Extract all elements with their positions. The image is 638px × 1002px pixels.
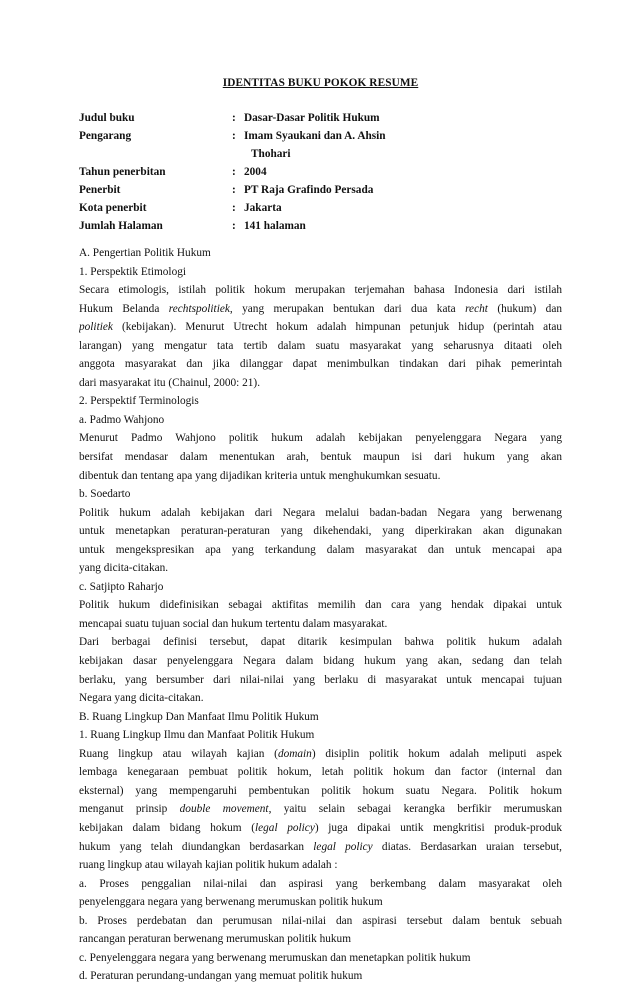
body-italic-term: domain <box>277 747 312 760</box>
identity-colon: : <box>232 184 236 196</box>
body-line <box>79 633 562 652</box>
body-line <box>79 541 562 560</box>
identity-value: 2004 <box>244 166 267 178</box>
identity-value-line2: Thohari <box>251 148 291 160</box>
body-text-run: penyelenggara negara yang berwenang merumuskan politik hukum <box>79 896 383 909</box>
identity-value: PT Raja Grafindo Persada <box>244 184 374 196</box>
body-line <box>79 652 562 671</box>
body-text-run: bersifat mendasar dalam menentukan arah, bentuk maupun isi dari hukum yang akan <box>79 451 562 464</box>
body-text-run: (kebijakan). Menurut Utrecht hokum adalah himpunan petunjuk hidup (perintah atau <box>112 321 562 334</box>
identity-colon: : <box>232 130 236 142</box>
body-line <box>79 281 562 300</box>
body-text-run: rancangan peraturan berwenang merumuskan politik hukum <box>79 933 351 946</box>
body-line <box>79 504 562 523</box>
identity-label: Penerbit <box>79 184 121 196</box>
body-line <box>79 559 562 578</box>
body-italic-term: politiek <box>79 321 113 334</box>
body-text-run: untuk mengekspresikan apa yang terkandung dalam masyarakat dan untuk mencapai apa <box>79 543 562 556</box>
body-line <box>79 337 562 356</box>
body-line <box>79 893 562 912</box>
body-line <box>79 689 562 708</box>
body-text-run: kebijakan dalam bidang hokum ( <box>79 821 255 834</box>
identity-colon: : <box>232 112 236 124</box>
body-line <box>79 708 562 727</box>
identity-value-line1: Imam Syaukani dan A. Ahsin <box>244 130 386 142</box>
identity-colon: : <box>232 166 236 178</box>
body-line <box>79 263 562 282</box>
body-line <box>79 930 562 949</box>
identity-row-pages <box>79 217 562 235</box>
body-line <box>79 949 562 968</box>
body-text-run: c. Satjipto Raharjo <box>79 580 164 593</box>
body-line <box>79 615 562 634</box>
identity-row-year <box>79 163 562 181</box>
body-line <box>79 522 562 541</box>
body-text-run: a. Padmo Wahjono <box>79 413 165 426</box>
body-italic-term: recht <box>465 302 488 315</box>
body-line <box>79 578 562 597</box>
body-text-run: ruang lingkup atau wilayah kajian politik hukum adalah : <box>79 859 338 872</box>
body-line <box>79 355 562 374</box>
body-text-run: anggota masyarakat dan jika dilanggar dapat menimbulkan tindakan dari pihak pemerintah <box>79 358 562 371</box>
identity-label: Jumlah Halaman <box>79 220 163 232</box>
body-text-run: berlaku, yang bersumber dari nilai-nilai yang berlaku di masyarakat untuk mencapai tujuan <box>79 673 562 686</box>
body-line <box>79 244 562 263</box>
identity-label: Tahun penerbitan <box>79 166 166 178</box>
document-title: IDENTITAS BUKU POKOK RESUME <box>222 77 419 89</box>
identity-row-city <box>79 199 562 217</box>
body-text-run: diatas. Berdasarkan uraian tersebut, <box>372 840 562 853</box>
body-text-run: dibentuk dan tentang apa yang dijadikan kriteria untuk menghukumkan sesuatu. <box>79 469 441 482</box>
body-text-run: (hukum) dan <box>487 302 562 315</box>
body-line <box>79 838 562 857</box>
body-line <box>79 318 562 337</box>
body-italic-term: double movement <box>179 803 269 816</box>
body-text-run: ) disiplin politik hokum adalah meliputi aspek <box>311 747 562 760</box>
body-text-run: B. Ruang Lingkup Dan Manfaat Ilmu Politik Hukum <box>79 710 319 723</box>
body-text-run: 2. Perspektif Terminologis <box>79 395 199 408</box>
body-line <box>79 467 562 486</box>
identity-colon: : <box>232 220 236 232</box>
body-text-run: b. Soedarto <box>79 488 131 501</box>
body-line <box>79 967 562 986</box>
body-text-run: , yaitu selain sebagai kerangka berfikir merumuskan <box>268 803 562 816</box>
book-identity-table <box>79 109 562 235</box>
body-italic-term: rechtspolitiek <box>168 302 230 315</box>
body-text-run: menganut prinsip <box>79 803 180 816</box>
body-line <box>79 429 562 448</box>
identity-row-author <box>79 127 562 163</box>
body-text-run: d. Peraturan perundang-undangan yang memuat politik hukum <box>79 970 363 983</box>
body-text-run: Secara etimologis, istilah politik hokum merupakan terjemahan bahasa Indonesia dari istilah <box>79 284 562 297</box>
body-text-run: untuk menetapkan peraturan-peraturan yang dikehendaki, yang diperkirakan akan digunakan <box>79 525 562 538</box>
body-text-run: Dari berbagai definisi tersebut, dapat ditarik kesimpulan bahwa politik hukum adalah <box>79 636 562 649</box>
body-line <box>79 782 562 801</box>
body-text-run: mencapai suatu tujuan social dan hukum tertentu dalam masyarakat. <box>79 617 388 630</box>
body-line <box>79 856 562 875</box>
body-line <box>79 671 562 690</box>
body-text-run: kebijakan dasar penyelenggara Negara dalam bidang hukum yang akan, sedang dan telah <box>79 655 562 668</box>
body-italic-term: legal policy <box>313 840 373 853</box>
body-text-run: 1. Perspektik Etimologi <box>79 265 187 278</box>
body-text-run: c. Penyelenggara negara yang berwenang merumuskan dan menetapkan politik hukum <box>79 951 471 964</box>
identity-label: Kota penerbit <box>79 202 147 214</box>
body-text-run: yang dicita-citakan. <box>79 562 169 575</box>
body-line <box>79 875 562 894</box>
body-line <box>79 745 562 764</box>
body-line <box>79 392 562 411</box>
body-line <box>79 411 562 430</box>
body-text-run: Menurut Padmo Wahjono politik hukum adalah kebijakan penyelenggara Negara yang <box>79 432 562 445</box>
body-line <box>79 300 562 319</box>
body-text-run: 1. Ruang Lingkup Ilmu dan Manfaat Politik Hukum <box>79 729 315 742</box>
resume-body-text <box>79 244 562 986</box>
body-line <box>79 819 562 838</box>
identity-value: 141 halaman <box>244 220 306 232</box>
identity-value <box>244 127 554 163</box>
body-line <box>79 800 562 819</box>
body-text-run: Negara yang dicita-citakan. <box>79 692 204 705</box>
body-text-run: hukum yang telah diundangkan berdasarkan <box>79 840 314 853</box>
body-text-run: , yang merupakan bentukan dari dua kata <box>229 302 466 315</box>
body-line <box>79 596 562 615</box>
body-line <box>79 485 562 504</box>
identity-label: Pengarang <box>79 130 132 142</box>
body-italic-term: legal policy <box>255 821 315 834</box>
body-text-run: a. Proses penggalian nilai-nilai dan aspirasi yang berkembang dalam masyarakat oleh <box>79 877 562 890</box>
body-line <box>79 763 562 782</box>
body-text-run: lembaga kenegaraan pembuat politik hokum, letah politik hokum dan factor (internal dan <box>79 766 562 779</box>
identity-colon: : <box>232 202 236 214</box>
identity-value: Dasar-Dasar Politik Hukum <box>244 112 380 124</box>
identity-row-title <box>79 109 562 127</box>
body-text-run: larangan) yang mengatur tata tertib dalam suatu masyarakat yang seharusnya ditaati oleh <box>79 339 562 352</box>
body-text-run: Politik hukum adalah kebijakan dari Negara melalui badan-badan Negara yang berwenang <box>79 506 562 519</box>
body-text-run: dari masyarakat itu (Chainul, 2000: 21). <box>79 376 261 389</box>
body-text-run: b. Proses perdebatan dan perumusan nilai-nilai dan aspirasi tersebut dalam bentuk sebuah <box>79 914 562 927</box>
body-text-run: Ruang lingkup atau wilayah kajian ( <box>79 747 278 760</box>
body-line <box>79 374 562 393</box>
body-line <box>79 448 562 467</box>
body-text-run: Politik hukum didefinisikan sebagai aktifitas memilih dan cara yang hendak dipakai untuk <box>79 599 562 612</box>
body-text-run: Hukum Belanda <box>79 302 169 315</box>
body-line <box>79 912 562 931</box>
identity-label: Judul buku <box>79 112 135 124</box>
body-text-run: eksternal) yang mempengaruhi pembentukan politik hokum suatu Negara. Politik hokum <box>79 784 562 797</box>
body-text-run: ) juga dipakai untik mengkritisi produk-produk <box>314 821 562 834</box>
body-line <box>79 726 562 745</box>
identity-row-publisher <box>79 181 562 199</box>
body-text-run: A. Pengertian Politik Hukum <box>79 247 211 259</box>
identity-value: Jakarta <box>244 202 282 214</box>
